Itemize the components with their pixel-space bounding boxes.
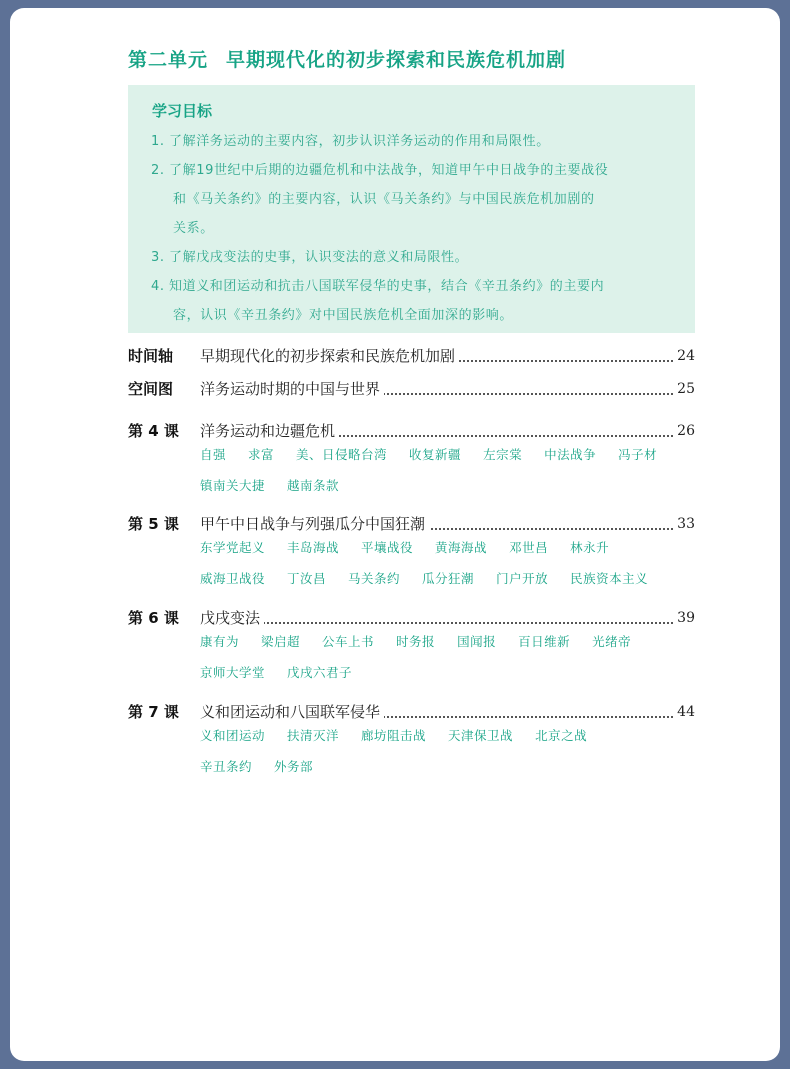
learning-goal-item — [151, 243, 681, 272]
goal-text: 了解戊戌变法的史事，认识变法的意义和局限性。 — [169, 250, 469, 265]
toc-page-number: 44 — [677, 704, 695, 720]
key-term: 威海卫战役 — [200, 571, 266, 586]
key-term: 民族资本主义 — [570, 571, 649, 586]
key-term: 戊戌六君子 — [287, 665, 353, 680]
key-term: 光绪帝 — [592, 634, 632, 649]
goal-text-continued: 容，认识《辛丑条约》对中国民族危机全面加深的影响。 — [173, 308, 514, 323]
toc-page-number: 33 — [677, 516, 695, 532]
key-term: 丰岛海战 — [287, 540, 340, 555]
key-term: 康有为 — [200, 634, 240, 649]
goal-text-continued: 关系。 — [173, 221, 214, 236]
key-term: 廊坊阻击战 — [361, 728, 427, 743]
toc-entry-label: 空间图 — [128, 380, 174, 398]
book-page — [10, 8, 780, 1061]
key-terms — [200, 626, 700, 688]
unit-title — [128, 45, 566, 72]
key-terms — [200, 439, 700, 501]
toc-entry-title: 洋务运动和边疆危机 — [200, 419, 339, 443]
learning-goals-heading: 学习目标 — [152, 102, 213, 120]
key-term: 求富 — [248, 447, 275, 462]
key-term: 黄海海战 — [435, 540, 488, 555]
toc-entry-title: 早期现代化的初步探索和民族危机加剧 — [200, 344, 459, 368]
learning-goals-box — [128, 85, 695, 333]
toc-page-number: 26 — [677, 423, 695, 439]
toc-page-number: 24 — [677, 348, 695, 364]
learning-goal-item — [151, 156, 681, 243]
toc-entry-title: 义和团运动和八国联军侵华 — [200, 700, 384, 724]
toc-entry-label: 第 5 课 — [128, 515, 179, 533]
key-term: 外务部 — [274, 759, 314, 774]
toc-entry-title: 甲午中日战争与列强瓜分中国狂潮 — [200, 512, 429, 536]
toc-leader-dots — [200, 622, 673, 624]
key-term: 丁汝昌 — [287, 571, 327, 586]
key-term: 镇南关大捷 — [200, 478, 266, 493]
unit-name: 早期现代化的初步探索和民族危机加剧 — [226, 49, 567, 71]
key-terms-line — [200, 657, 700, 688]
toc-page-number: 25 — [677, 381, 695, 397]
toc-entry-title: 洋务运动时期的中国与世界 — [200, 377, 384, 401]
key-term: 越南条款 — [287, 478, 340, 493]
goal-number: 4. — [151, 279, 165, 294]
key-term: 扶清灭洋 — [287, 728, 340, 743]
key-term: 京师大学堂 — [200, 665, 266, 680]
key-term: 中法战争 — [544, 447, 597, 462]
key-term: 马关条约 — [348, 571, 401, 586]
key-terms-line — [200, 626, 700, 657]
key-term: 东学党起义 — [200, 540, 266, 555]
key-term: 林永升 — [570, 540, 610, 555]
toc-page-number: 39 — [677, 610, 695, 626]
toc-entry-label: 时间轴 — [128, 347, 174, 365]
key-term: 瓜分狂潮 — [422, 571, 475, 586]
key-term: 美、日侵略台湾 — [296, 447, 388, 462]
learning-goal-item — [151, 127, 681, 156]
goal-text-continued: 和《马关条约》的主要内容，认识《马关条约》与中国民族危机加剧的 — [173, 192, 595, 207]
key-terms-line — [200, 720, 700, 751]
goal-number: 1. — [151, 134, 165, 149]
toc-entry[interactable] — [128, 377, 695, 401]
toc-entry-label: 第 6 课 — [128, 609, 179, 627]
goal-text: 了解19世纪中后期的边疆危机和中法战争，知道甲午中日战争的主要战役 — [169, 163, 609, 178]
toc-entry[interactable] — [128, 344, 695, 368]
key-term: 梁启超 — [261, 634, 301, 649]
toc-entry-label: 第 4 课 — [128, 422, 179, 440]
toc-entry-title: 戊戌变法 — [200, 606, 264, 630]
key-term: 国闻报 — [457, 634, 497, 649]
key-term: 冯子材 — [618, 447, 658, 462]
key-terms-line — [200, 470, 700, 501]
key-term: 辛丑条约 — [200, 759, 253, 774]
key-term: 北京之战 — [535, 728, 588, 743]
key-term: 平壤战役 — [361, 540, 414, 555]
key-term: 门户开放 — [496, 571, 549, 586]
key-terms — [200, 532, 700, 594]
unit-number: 第二单元 — [128, 49, 209, 71]
key-term: 收复新疆 — [409, 447, 462, 462]
goal-number: 2. — [151, 163, 165, 178]
toc-entry-label: 第 7 课 — [128, 703, 179, 721]
key-terms — [200, 720, 700, 782]
goal-text: 知道义和团运动和抗击八国联军侵华的史事，结合《辛丑条约》的主要内 — [169, 279, 605, 294]
key-terms-line — [200, 532, 700, 563]
key-terms-line — [200, 751, 700, 782]
key-term: 天津保卫战 — [448, 728, 514, 743]
key-terms-line — [200, 439, 700, 470]
key-term: 左宗棠 — [483, 447, 523, 462]
goal-number: 3. — [151, 250, 165, 265]
key-term: 公车上书 — [322, 634, 375, 649]
key-term: 时务报 — [396, 634, 436, 649]
key-term: 邓世昌 — [509, 540, 549, 555]
key-term: 百日维新 — [518, 634, 571, 649]
learning-goal-item — [151, 272, 681, 330]
key-terms-line — [200, 563, 700, 594]
key-term: 义和团运动 — [200, 728, 266, 743]
goal-text: 了解洋务运动的主要内容，初步认识洋务运动的作用和局限性。 — [169, 134, 550, 149]
key-term: 自强 — [200, 447, 227, 462]
